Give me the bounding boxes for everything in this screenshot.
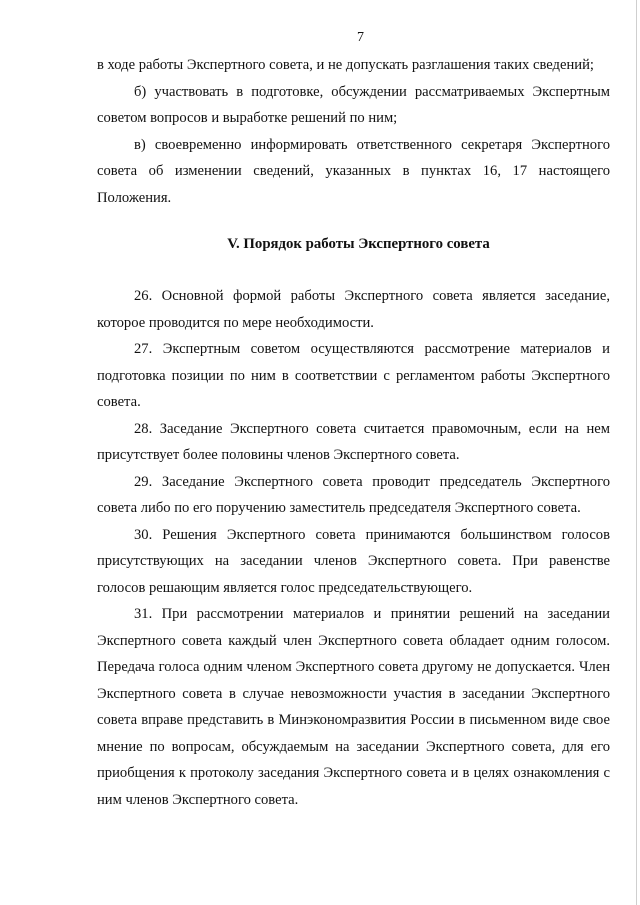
paragraph-29: 29. Заседание Экспертного совета проводит председатель Экспертного совета либо по его поручению заместитель председателя Экспертного совета.	[97, 473, 610, 516]
paragraph-30: 30. Решения Экспертного совета принимаются большинством голосов присутствующих на заседании членов Экспертного совета. При равенстве голосов решающим является голос председательствующего.	[97, 526, 610, 596]
paragraph-26: 26. Основной формой работы Экспертного совета является заседание, которое проводится по мере необходимости.	[97, 288, 610, 331]
paragraph-31: 31. При рассмотрении материалов и принятии решений на заседании Экспертного совета каждый член Экспертного совета обладает одним голосом. Передача голоса одним членом Экспертного совета другому не допускается. Член Экспертного совета в случае невозможности участия в заседании Экспертного совета вправе представить в Минэкономразвития России в письменном виде свое мнение по вопросам, обсуждаемым на заседании Экспертного совета, для его приобщения к протоколу заседания Экспертного совета и в целях ознакомления с ним членов Экспертного совета.	[97, 606, 610, 808]
paragraph-item-v: в) своевременно информировать ответственного секретаря Экспертного совета об изменении сведений, указанных в пунктах 16, 17 настоящего Положения.	[97, 136, 610, 206]
paragraph-item-b: б) участвовать в подготовке, обсуждении рассматриваемых Экспертным советом вопросов и выработке решений по ним;	[97, 83, 610, 126]
section-heading: V. Порядок работы Экспертного совета	[227, 236, 490, 252]
page-number: 7	[357, 30, 364, 45]
paragraph-continuation: в ходе работы Экспертного совета, и не допускать разглашения таких сведений;	[97, 57, 594, 73]
paragraph-27: 27. Экспертным советом осуществляются рассмотрение материалов и подготовка позиции по ним в соответствии с регламентом работы Экспертного совета.	[97, 341, 610, 410]
scan-edge-line	[636, 0, 637, 905]
paragraph-28: 28. Заседание Экспертного совета считается правомочным, если на нем присутствует более половины членов Экспертного совета.	[97, 420, 610, 463]
